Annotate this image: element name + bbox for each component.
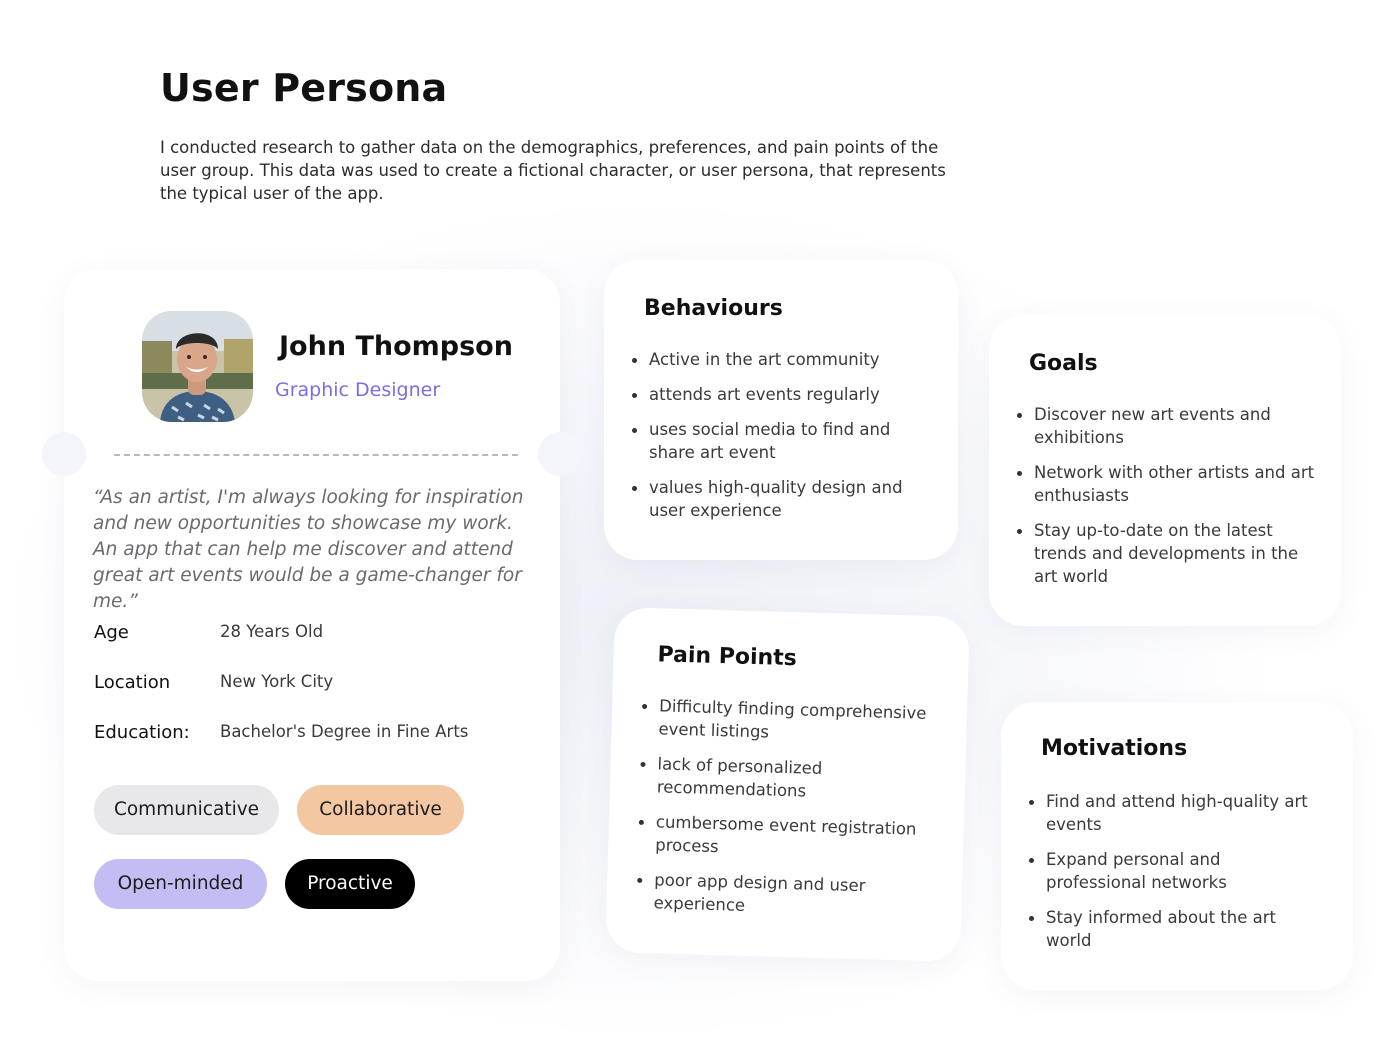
info-value: New York City (220, 672, 334, 691)
behaviours-card (604, 260, 958, 560)
dashed-divider (114, 454, 518, 456)
list-item: poor app design and user experience (636, 868, 927, 922)
ticket-notch-left (42, 432, 86, 476)
list-item: Find and attend high-quality art events (1029, 790, 1319, 836)
goals-list (1017, 403, 1317, 588)
goals-card (989, 315, 1341, 626)
persona-name: John Thompson (279, 331, 513, 362)
list-item: lack of personalized recommendations (640, 752, 931, 806)
tag-open-minded: Open-minded (94, 859, 267, 909)
avatar (142, 311, 253, 422)
pain-points-title: Pain Points (657, 642, 798, 672)
motivations-card (1001, 702, 1353, 990)
list-item: uses social media to find and share art event (632, 418, 922, 464)
list-item: Stay informed about the art world (1029, 906, 1319, 952)
intro-text: I conducted research to gather data on the demographics, preferences, and pain points of the user group. This data was used to create a fictional character, or user persona, that represents the typical user of the app. (160, 138, 946, 203)
info-label: Location (94, 672, 171, 693)
info-label: Education: (94, 722, 190, 743)
ticket-notch-right (538, 432, 582, 476)
behaviours-title: Behaviours (644, 296, 783, 321)
pain-points-list (636, 694, 932, 922)
motivations-list (1029, 790, 1319, 952)
list-item: Discover new art events and exhibitions (1017, 403, 1317, 449)
info-value: Bachelor's Degree in Fine Arts (220, 722, 469, 741)
list-item: Network with other artists and art enthusiasts (1017, 461, 1317, 507)
tag-collaborative: Collaborative (297, 785, 464, 835)
list-item: Stay up-to-date on the latest trends and developments in the art world (1017, 519, 1317, 588)
page-title: User Persona (160, 66, 448, 110)
info-label: Age (94, 622, 129, 643)
list-item: Expand personal and professional networks (1029, 848, 1319, 894)
pain-points-card (605, 607, 969, 962)
person-photo-icon (142, 311, 253, 422)
motivations-title: Motivations (1041, 736, 1188, 761)
persona-quote: “As an artist, I'm always looking for inspiration and new opportunities to showcase my work. An app that can help me discover and attend great art events would be a game-changer for me.” (93, 487, 524, 612)
tag-proactive: Proactive (285, 859, 415, 909)
goals-title: Goals (1029, 351, 1098, 376)
list-item: Difficulty finding comprehensive event listings (641, 694, 932, 748)
persona-role: Graphic Designer (275, 379, 441, 401)
behaviours-list (632, 348, 922, 522)
profile-card (64, 269, 560, 981)
info-value: 28 Years Old (220, 622, 324, 641)
list-item: values high-quality design and user experience (632, 476, 922, 522)
list-item: cumbersome event registration process (638, 810, 929, 864)
list-item: Active in the art community (632, 348, 922, 371)
list-item: attends art events regularly (632, 383, 922, 406)
tag-communicative: Communicative (94, 785, 279, 835)
